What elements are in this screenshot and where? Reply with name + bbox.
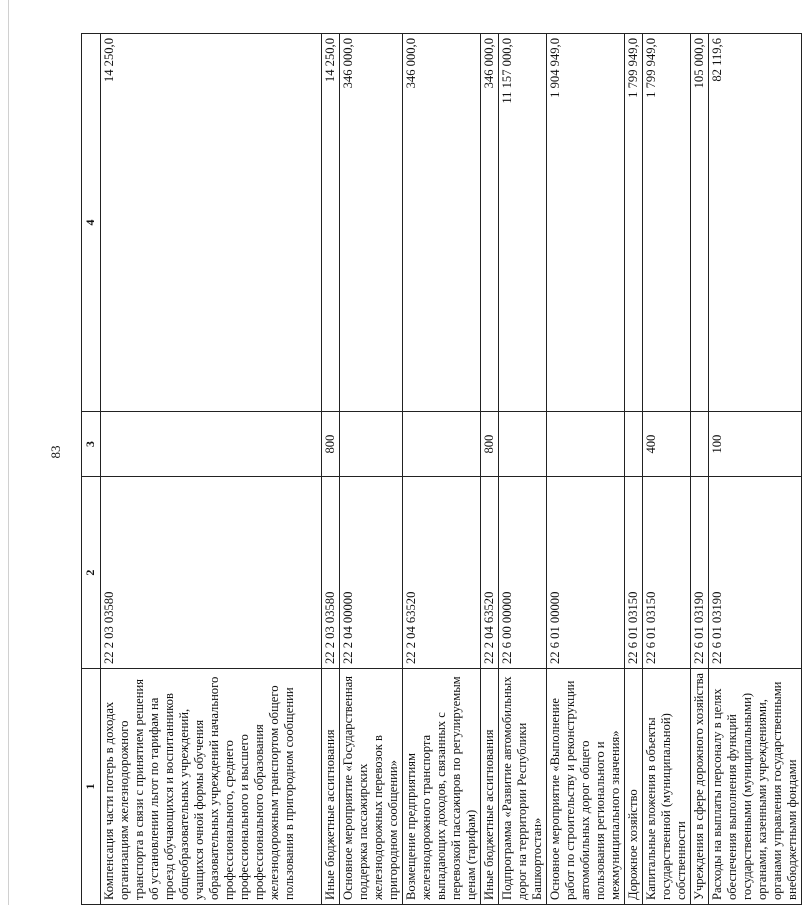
row-amount-cell: 105 000,0 (691, 34, 709, 412)
row-name-cell: Иные бюджетные ассигнования (481, 669, 499, 905)
table-row (691, 34, 709, 905)
table-row (499, 34, 547, 905)
row-type-cell: 400 (643, 411, 691, 476)
row-name-cell: Дорожное хозяйство (625, 669, 643, 905)
table-header-row (82, 34, 101, 905)
header-col-3: 3 (82, 411, 101, 476)
table-row (643, 34, 691, 905)
row-name-cell: Иные бюджетные ассигнования (322, 669, 340, 905)
row-code-cell: 22 6 00 00000 (499, 477, 547, 669)
row-amount-cell: 14 250,0 (322, 34, 340, 412)
row-code-cell: 22 2 03 03580 (322, 477, 340, 669)
row-type-cell (499, 411, 547, 476)
row-name-cell: Возмещение предприятиям железнодорожного транспорта выпадающих доходов, связанных с перевозкой пассажиров по регулируемым ценам (тарифам) (403, 669, 481, 905)
row-code-cell: 22 6 01 03190 (691, 477, 709, 669)
row-name-cell: Компенсация части потерь в доходах организациям железнодорожного транспорта в связи с принятием решения об установлении льгот по тарифам на проезд обучающихся и воспитанников общеобразовательных учреждений, учащихся очной формы обучения образовательных учреждений начального профессионального, среднего профессионального и высшего профессионального образования железнодорожным транспортом общего пользования в пригородном сообщении (101, 669, 322, 905)
row-amount-cell: 1 799 949,0 (643, 34, 691, 412)
row-amount-cell: 82 119,6 (709, 34, 802, 412)
table-row (322, 34, 340, 905)
row-type-cell (691, 411, 709, 476)
row-amount-cell: 1 904 949,0 (547, 34, 625, 412)
row-code-cell: 22 6 01 03150 (643, 477, 691, 669)
row-type-cell: 800 (481, 411, 499, 476)
table-row (403, 34, 481, 905)
row-code-cell: 22 2 04 63520 (481, 477, 499, 669)
rotated-table-block (81, 33, 799, 905)
row-name-cell: Подпрограмма «Развитие автомобильных дорог на территории Республики Башкортостан» (499, 669, 547, 905)
row-amount-cell: 11 157 000,0 (499, 34, 547, 412)
row-amount-cell: 1 799 949,0 (625, 34, 643, 412)
row-code-cell: 22 2 03 03580 (101, 477, 322, 669)
header-col-4: 4 (82, 34, 101, 412)
header-col-1: 1 (82, 669, 101, 905)
row-name-cell: Основное мероприятие «Выполнение работ по строительству и реконструкции автомобильных дорог общего пользования регионального и межмуниципального значения» (547, 669, 625, 905)
budget-table (81, 33, 802, 905)
row-code-cell: 22 6 01 03150 (625, 477, 643, 669)
header-col-2: 2 (82, 477, 101, 669)
row-type-cell (403, 411, 481, 476)
table-row (481, 34, 499, 905)
row-amount-cell: 346 000,0 (340, 34, 403, 412)
row-amount-cell: 346 000,0 (403, 34, 481, 412)
page-edge (8, 0, 9, 905)
row-code-cell: 22 6 01 03190 (709, 477, 802, 669)
row-amount-cell: 346 000,0 (481, 34, 499, 412)
row-code-cell: 22 6 01 00000 (547, 477, 625, 669)
row-type-cell (625, 411, 643, 476)
row-type-cell (101, 411, 322, 476)
table-row (709, 34, 802, 905)
table-row (101, 34, 322, 905)
row-name-cell: Расходы на выплаты персоналу в целях обеспечения выполнения функций государственными (муниципальными) органами, казенными учреждениями, органами управления государственными внебюджетными фондами (709, 669, 802, 905)
table-row (547, 34, 625, 905)
row-type-cell: 800 (322, 411, 340, 476)
table-row (625, 34, 643, 905)
row-name-cell: Учреждения в сфере дорожного хозяйства (691, 669, 709, 905)
row-code-cell: 22 2 04 00000 (340, 477, 403, 669)
row-code-cell: 22 2 04 63520 (403, 477, 481, 669)
table-row (340, 34, 403, 905)
row-name-cell: Основное мероприятие «Государственная поддержка пассажирских железнодорожных перевозок в пригородном сообщении» (340, 669, 403, 905)
row-amount-cell: 14 250,0 (101, 34, 322, 412)
page-number: 83 (48, 445, 63, 459)
row-name-cell: Капитальные вложения в объекты государственной (муниципальной) собственности (643, 669, 691, 905)
row-type-cell: 100 (709, 411, 802, 476)
row-type-cell (340, 411, 403, 476)
row-type-cell (547, 411, 625, 476)
